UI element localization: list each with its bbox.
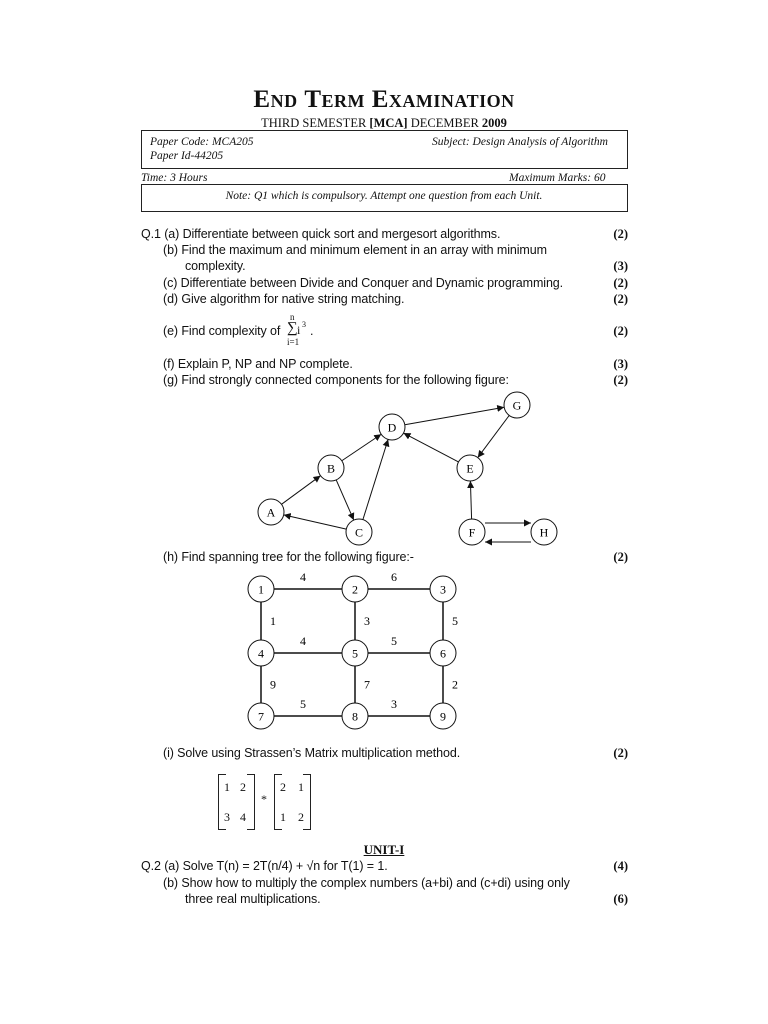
digraph-node-label: D (387, 420, 397, 435)
sum-symbol: ∑ (287, 320, 298, 336)
q1a-marks: (2) (613, 227, 628, 241)
digraph-edge-A-B (281, 476, 320, 505)
time-allowed: Time: 3 Hours (141, 172, 208, 184)
q2b-text: (b) Show how to multiply the complex numbers (a+bi) and (c+di) using only (163, 876, 570, 890)
q1e-end: . (310, 324, 314, 338)
note-text: Note: Q1 which is compulsory. Attempt one question from each Unit. (225, 190, 543, 202)
q1d-marks: (2) (613, 292, 628, 306)
grid-node-label: 9 (440, 709, 446, 724)
title-word: End (253, 86, 298, 113)
digraph-node-label: B (326, 461, 336, 476)
q1f-text: (f) Explain P, NP and NP complete. (163, 357, 353, 371)
grid-node-label: 8 (352, 709, 358, 724)
digraph-node-label: H (539, 525, 549, 540)
q1b-text-cont: complexity. (185, 259, 246, 273)
edge-weight: 1 (270, 614, 276, 628)
q2b-marks: (6) (613, 892, 628, 906)
matrix-cell: 2 (298, 810, 304, 824)
q1e-marks: (2) (613, 324, 628, 338)
q1g-marks: (2) (613, 373, 628, 387)
edge-weight: 7 (364, 677, 370, 692)
digraph-edge-D-G (405, 407, 504, 424)
edge-weight: 9 (270, 677, 276, 692)
q1b-text: (b) Find the maximum and minimum element in an array with minimum (163, 243, 547, 257)
edge-weight: 5 (391, 634, 397, 648)
grid-node-label: 2 (352, 582, 358, 597)
digraph-node-label: A (266, 505, 276, 520)
digraph-node-label: C (354, 525, 364, 540)
edge-weight: 4 (300, 570, 306, 584)
q1a-text: Q.1 (a) Differentiate between quick sort and mergesort algorithms. (141, 227, 501, 241)
q1h-text: (h) Find spanning tree for the following figure:- (163, 550, 414, 564)
q1c-marks: (2) (613, 276, 628, 290)
digraph-edge-C-D (363, 439, 388, 519)
digraph-node-label: F (468, 525, 476, 540)
edge-weight: 6 (391, 570, 397, 584)
edge-weight: 4 (300, 634, 306, 648)
q1i-text: (i) Solve using Strassen’s Matrix multiplication method. (163, 746, 461, 760)
q1i-marks: (2) (613, 746, 628, 760)
matrix-cell: 2 (240, 780, 246, 794)
sum-upper-limit: n (290, 312, 295, 322)
q1c-text: (c) Differentiate between Divide and Conquer and Dynamic programming. (163, 276, 564, 290)
matrix-cell: 3 (224, 810, 230, 824)
edge-weight: 5 (300, 697, 306, 711)
edge-weight: 3 (364, 614, 370, 628)
maximum-marks: Maximum Marks: 60 (509, 172, 606, 184)
q1e-text: (e) Find complexity of (163, 324, 281, 338)
multiply-operator: * (261, 792, 267, 806)
matrix-cell: 1 (280, 810, 286, 824)
edge-weight: 3 (391, 697, 397, 711)
grid-node-label: 1 (258, 582, 264, 597)
digraph-edge-B-D (342, 434, 381, 460)
sum-term: i (297, 323, 301, 337)
grid-node-label: 3 (440, 582, 446, 597)
weighted-grid-graph (248, 570, 458, 729)
matrix-cell: 2 (280, 780, 286, 794)
q1d-text: (d) Give algorithm for native string matching. (163, 292, 405, 306)
digraph-node-label: E (466, 461, 474, 476)
title-word: Term (304, 86, 365, 113)
q2a-text: Q.2 (a) Solve T(n) = 2T(n/4) + √n for T(1) = 1. (141, 859, 388, 873)
directed-graph (258, 392, 557, 545)
digraph-edge-C-A (284, 515, 347, 529)
semester-month: DECEMBER (407, 116, 482, 130)
matrix-cell: 1 (224, 780, 230, 794)
semester-prefix: THIRD SEMESTER (261, 116, 370, 130)
subject: Subject: Design Analysis of Algorithm (432, 136, 608, 148)
q1b-marks: (3) (613, 259, 628, 273)
sum-exponent: 3 (302, 320, 306, 329)
q1g-text: (g) Find strongly connected components for the following figure: (163, 373, 509, 387)
program-name: [MCA] (369, 116, 408, 130)
grid-node-label: 4 (258, 646, 264, 661)
edge-weight: 5 (452, 614, 458, 628)
digraph-edge-G-E (478, 415, 509, 457)
exam-year: 2009 (481, 116, 507, 130)
digraph-node-label: G (512, 398, 522, 413)
q2b-text-cont: three real multiplications. (185, 892, 321, 906)
grid-node-label: 6 (440, 646, 446, 661)
paper-code: Paper Code: MCA205 (150, 136, 254, 148)
digraph-edge-F-E (470, 481, 471, 519)
title-word: Examination (371, 86, 515, 113)
q2a-marks: (4) (613, 859, 628, 873)
matrix-cell: 4 (240, 810, 246, 824)
digraph-edge-B-C (336, 480, 354, 520)
unit-heading: UNIT-I (363, 842, 405, 857)
digraph-edge-E-D (404, 433, 459, 462)
grid-node-label: 7 (258, 709, 264, 724)
matrix-cell: 1 (298, 780, 304, 794)
grid-node-label: 5 (352, 646, 358, 661)
edge-weight: 2 (452, 677, 458, 692)
q1h-marks: (2) (613, 550, 628, 564)
sum-lower-limit: i=1 (287, 337, 300, 347)
q1f-marks: (3) (613, 357, 628, 371)
paper-id: Paper Id-44205 (150, 150, 224, 162)
